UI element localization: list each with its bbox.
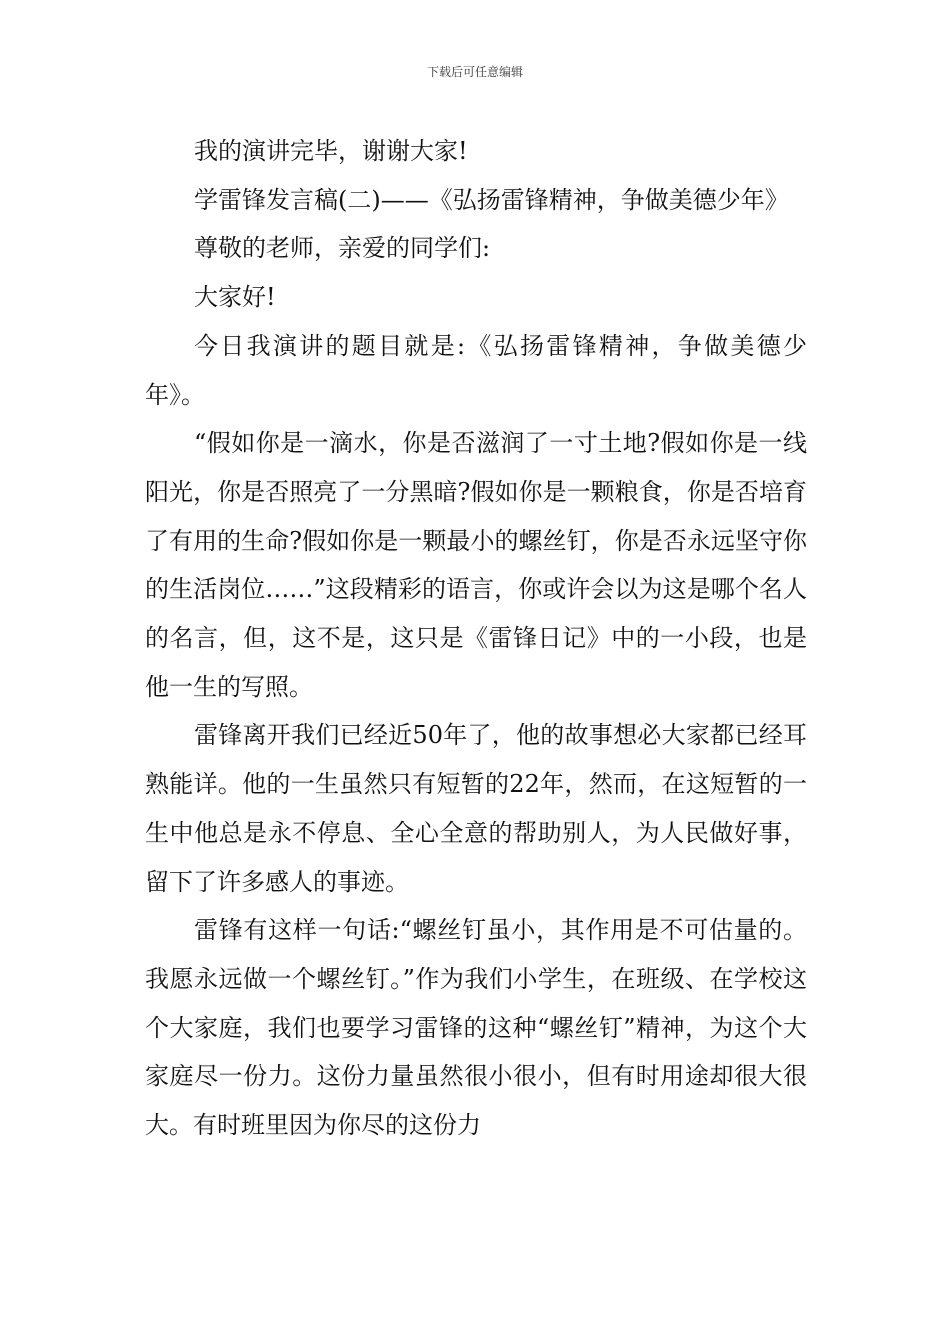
paragraph-screw-spirit: 雷锋有这样一句话:“螺丝钉虽小，其作用是不可估量的。我愿永远做一个螺丝钉。”作为我们小学生，在班级、在学校这个大家庭，我们也要学习雷锋的这种“螺丝钉”精神，为这个大家庭尽一份力。这份力量虽然很小很小，但有时用途却很大很大。有时班里因为你尽的这份力 xyxy=(145,916,807,1140)
paragraph-leifeng-life: 雷锋离开我们已经近50年了，他的故事想必大家都已经耳熟能详。他的一生虽然只有短暂的22年，然而，在这短暂的一生中他总是永不停息、全心全意的帮助别人，为人民做好事，留下了许多感人的事迹。 xyxy=(145,721,807,896)
paragraph-closing: 我的演讲完毕，谢谢大家! xyxy=(194,137,468,165)
paragraph-greeting: 大家好! xyxy=(194,283,276,312)
paragraph-speech-title: 学雷锋发言稿(二)——《弘扬雷锋精神，争做美德少年》 xyxy=(194,185,789,214)
paragraph-salutation: 尊敬的老师，亲爱的同学们: xyxy=(194,234,491,263)
page-header: 下载后可任意编辑 xyxy=(426,65,523,79)
paragraph-topic: 今日我演讲的题目就是:《弘扬雷锋精神，争做美德少年》。 xyxy=(145,331,807,409)
paragraph-quote: “假如你是一滴水，你是否滋润了一寸土地?假如你是一线阳光，你是否照亮了一分黑暗?假如你是一颗粮食，你是否培育了有用的生命?假如你是一颗最小的螺丝钉，你是否永远坚守你的生活岗位……”这段精彩的语言，你或许会以为这是哪个名人的名言，但，这不是，这只是《雷锋日记》中的一小段，也是他一生的写照。 xyxy=(145,429,807,701)
document-body xyxy=(145,127,807,1150)
